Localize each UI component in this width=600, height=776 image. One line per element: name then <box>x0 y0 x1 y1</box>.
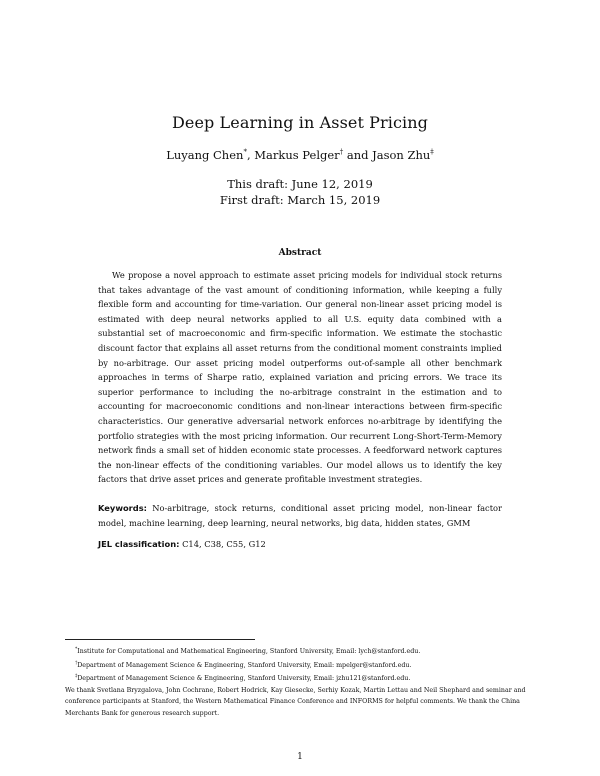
footnote-text: Institute for Computational and Mathematical Engineering, Stanford University, Email: lych@stanford.edu. <box>77 648 421 655</box>
keywords-text: No-arbitrage, stock returns, conditional asset pricing model, non-linear factor model, machine learning, deep learning, neural networks, big data, hidden states, GMM <box>98 503 502 528</box>
footnote <box>65 644 535 658</box>
conjunction: and <box>346 148 369 162</box>
paper-title: Deep Learning in Asset Pricing <box>171 113 429 132</box>
footnote-mark: * <box>75 647 78 652</box>
abstract-heading: Abstract <box>278 248 322 258</box>
keywords-label: Keywords: <box>98 503 147 513</box>
footnote-text: Department of Management Science & Engineering, Stanford University, Email: mpelger@stanford.edu. <box>77 661 412 669</box>
footnote-mark: ‡ <box>75 674 78 680</box>
page-number: 1 <box>297 752 303 762</box>
acknowledgment-text: We thank Svetlana Bryzgalova, John Cochrane, Robert Hodrick, Kay Giesecke, Serhiy Kozak, Martin Lettau and Neil Shephard and seminar and conference participants at Stanford, the Western Mathematical Finance Conference and INFORMS for helpful comments. We thank the China Merchants Bank for generous research support. <box>65 686 526 717</box>
footnote-mark: † <box>75 660 78 666</box>
author-name: Luyang Chen <box>166 148 244 162</box>
author-name: Markus Pelger <box>254 148 340 162</box>
footnote-mark[interactable]: † <box>339 148 344 156</box>
footnotes <box>65 644 535 720</box>
footnote-divider <box>65 639 255 640</box>
footnote <box>65 671 535 685</box>
footnote <box>65 658 535 672</box>
this-draft-date: This draft: June 12, 2019 <box>227 177 373 191</box>
abstract-text: We propose a novel approach to estimate asset pricing models for individual stock returns that takes advantage of the vast amount of conditioning information, while keeping a fully flexible form and accounting for time-variation. Our general non-linear asset pricing model is estimated with deep neural networks applied to all U.S. equity data combined with a substantial set of macroeconomic and firm-specific information. We estimate the stochastic discount factor that explains all asset returns from the conditional moment constraints implied by no-arbitrage. Our asset pricing model outperforms out-of-sample all other benchmark approaches in terms of Sharpe ratio, explained variation and pricing errors. We trace its superior performance to including the no-arbitrage constraint in the estimation and to accounting for macroeconomic conditions and non-linear interactions between firm-specific characteristics. Our generative adversarial network enforces no-arbitrage by identifying the portfolio strategies with the most pricing information. Our recurrent Long-Short-Term-Memory network finds a small set of hidden economic state processes. A feedforward network captures the non-linear effects of the conditioning variables. Our model allows us to identify the key factors that drive asset prices and generate profitable investment strategies. <box>98 270 502 485</box>
footnote-mark[interactable]: * <box>243 148 247 156</box>
jel-codes: C14, C38, C55, G12 <box>182 539 266 549</box>
first-draft-date: First draft: March 15, 2019 <box>219 193 381 207</box>
keywords <box>98 501 502 530</box>
footnote-mark[interactable]: ‡ <box>430 148 434 156</box>
jel-classification <box>98 537 502 551</box>
author-list: Luyang Chen*, Markus Pelger† and Jason Zhu‡ <box>166 148 434 162</box>
footnote-text: Department of Management Science & Engineering, Stanford University, Email: jzhu121@stanford.edu. <box>77 675 411 683</box>
author-name: Jason Zhu <box>372 148 431 162</box>
jel-label: JEL classification: <box>98 539 180 549</box>
